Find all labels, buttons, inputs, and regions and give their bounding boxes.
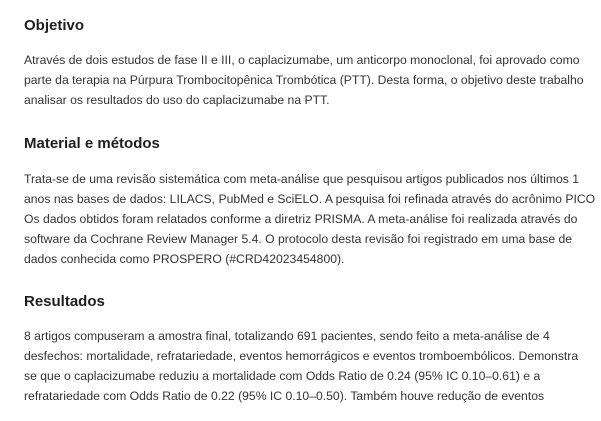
section-material-e-metodos <box>24 134 601 269</box>
paragraph-line: parte da terapia na Púrpura Trombocitopênica Trombótica (PTT). Desta forma, o objetivo deste trabalho <box>24 73 584 87</box>
section-resultados <box>24 292 601 406</box>
paragraph-resultados <box>24 326 601 406</box>
paragraph-line: 8 artigos compuseram a amostra final, totalizando 691 pacientes, sendo feito a meta-análise de 4 <box>24 329 550 343</box>
paragraph-material-e-metodos <box>24 169 601 269</box>
section-objetivo <box>24 16 601 110</box>
paragraph-objetivo <box>24 50 601 110</box>
paragraph-line: se que o caplacizumabe reduziu a mortalidade com Odds Ratio de 0.24 (95% IC 0.10–0.61) e a <box>24 369 541 383</box>
paragraph-line: dados conhecida como PROSPERO (#CRD42023454800). <box>24 252 345 266</box>
paragraph-line: Os dados obtidos foram relatados conforme a diretriz PRISMA. A meta-análise foi realizada através do <box>24 212 578 226</box>
section-heading-material-e-metodos: Material e métodos <box>24 135 160 152</box>
section-heading-resultados: Resultados <box>24 293 105 310</box>
paragraph-line: Trata-se de uma revisão sistemática com meta-análise que pesquisou artigos publicados nos últimos 1 <box>24 172 580 186</box>
paragraph-line: refratariedade com Odds Ratio de 0.22 (95% IC 0.10–0.50). Também houve redução de eventos <box>24 389 545 403</box>
paragraph-line: analisar os resultados do uso do caplacizumabe na PTT. <box>24 93 330 107</box>
paragraph-line: desfechos: mortalidade, refratariedade, eventos hemorrágicos e eventos tromboembólicos. Demonstra <box>24 349 579 363</box>
paragraph-line: Através de dois estudos de fase II e III, o caplacizumabe, um anticorpo monoclonal, foi aprovado como <box>24 53 580 67</box>
paragraph-line: software da Cochrane Review Manager 5.4. O protocolo desta revisão foi registrado em uma base de <box>24 232 573 246</box>
paragraph-line: anos nas bases de dados: LILACS, PubMed e SciELO. A pesquisa foi refinada através do acrônimo PICO <box>24 192 596 206</box>
section-heading-objetivo: Objetivo <box>24 17 85 34</box>
